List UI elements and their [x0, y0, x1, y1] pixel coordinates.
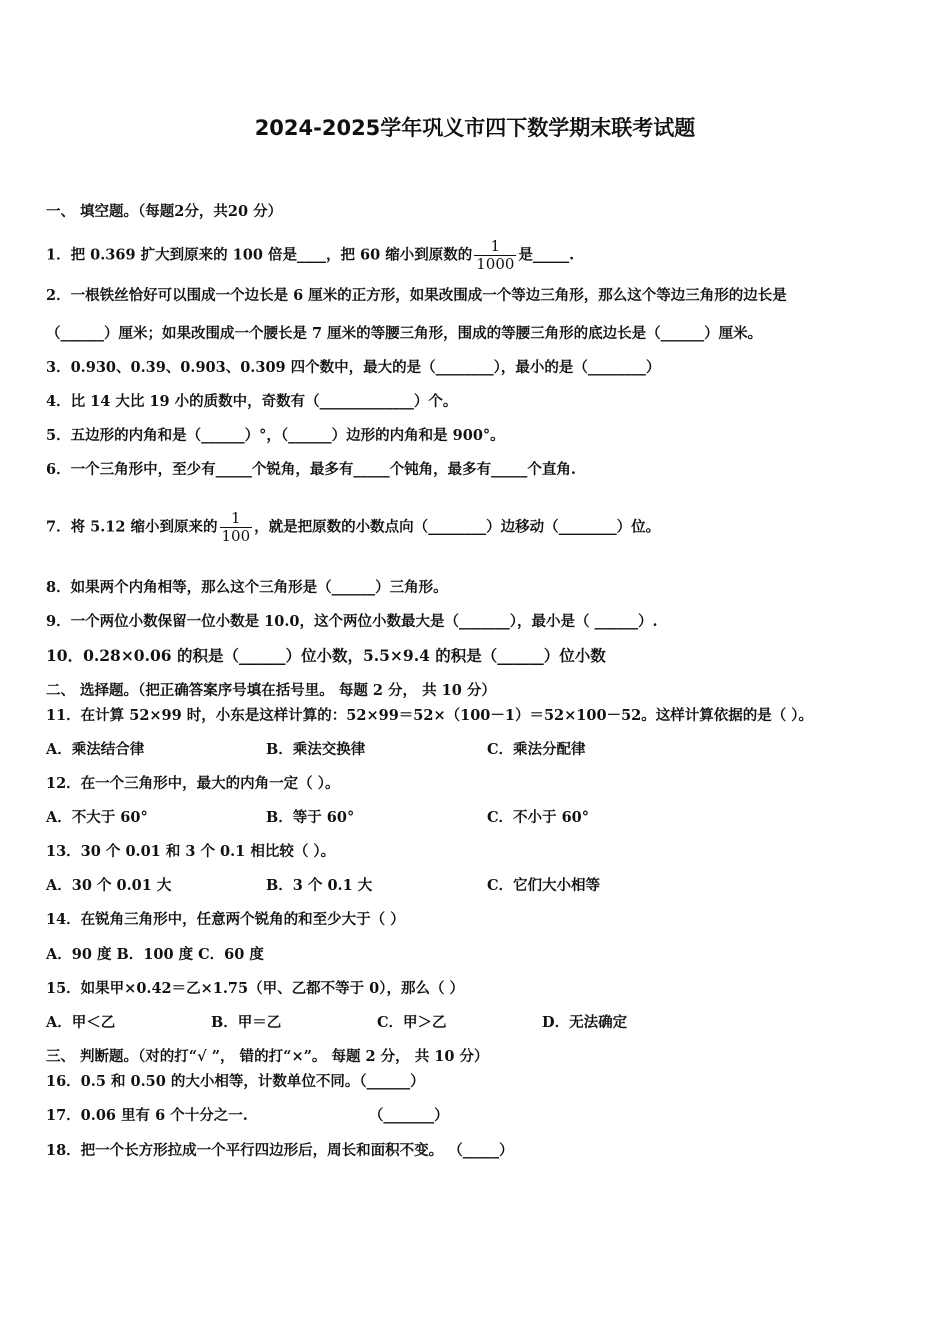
question-11-option-a: A．乘法结合律: [46, 741, 145, 758]
question-17: 17．0.06 里有 6 个十分之一. （_______）: [46, 1107, 449, 1124]
question-18: 18．把一个长方形拉成一个平行四边形后，周长和面积不变。 （_____）: [46, 1142, 514, 1159]
question-15-option-c: C．甲＞乙: [377, 1014, 447, 1031]
section-1-header: 一、 填空题。（每题2分，共20 分）: [46, 203, 283, 220]
question-13-stem: 13．30 个 0.01 和 3 个 0.1 相比较（ ）。: [46, 843, 336, 860]
question-11-stem: 11．在计算 52×99 时，小东是这样计算的：52×99＝52×（100－1）＝52×100－52。这样计算依据的是（ ）。: [46, 707, 814, 724]
fraction-numerator: 1: [490, 237, 501, 255]
fraction-denominator: 1000: [476, 255, 515, 273]
question-11-option-c: C．乘法分配律: [487, 741, 586, 758]
question-7: [46, 510, 660, 545]
question-11-option-b: B．乘法交换律: [266, 741, 366, 758]
question-12-option-a: A．不大于 60°: [46, 809, 148, 826]
question-1-part-b: 是_____.: [518, 246, 575, 264]
question-5: 5．五边形的内角和是（______）°，（______）边形的内角和是 900°。: [46, 427, 505, 444]
fraction-numerator: 1: [231, 509, 241, 527]
fraction-denominator: 100: [221, 527, 251, 545]
page-title: 2024-2025学年巩义市四下数学期末联考试题: [254, 116, 696, 140]
question-3: 3．0.930、0.39、0.903、0.309 四个数中，最大的是（________），最小的是（________）: [46, 359, 661, 376]
question-12-stem: 12．在一个三角形中，最大的内角一定（ ）。: [46, 775, 340, 792]
question-14-stem: 14．在锐角三角形中，任意两个锐角的和至少大于（ ）: [46, 911, 405, 928]
question-14-options: A．90 度 B．100 度 C．60 度: [46, 946, 264, 963]
question-6: 6．一个三角形中，至少有_____个锐角，最多有_____个钝角，最多有_____个直角.: [46, 461, 576, 478]
question-13-option-b: B．3 个 0.1 大: [266, 877, 373, 894]
question-10: 10．0.28×0.06 的积是（______）位小数，5.5×9.4 的积是（______）位小数: [46, 646, 606, 665]
question-4: 4．比 14 大比 19 小的质数中，奇数有（_____________）个。: [46, 393, 458, 410]
fraction-1-1000: [474, 238, 516, 273]
question-1: [46, 238, 574, 273]
question-9: 9．一个两位小数保留一位小数是 10.0，这个两位小数最大是（_______），最小是（ ______）.: [46, 613, 658, 630]
question-15-option-d: D．无法确定: [542, 1014, 628, 1031]
question-15-option-b: B．甲＝乙: [211, 1014, 282, 1031]
question-12-option-c: C．不小于 60°: [487, 809, 590, 826]
question-2-line-2: （______）厘米；如果改围成一个腰长是 7 厘米的等腰三角形，围成的等腰三角形的底边长是（______）厘米。: [46, 325, 763, 342]
question-13-option-a: A．30 个 0.01 大: [46, 877, 172, 894]
section-3-header: 三、 判断题。（对的打“√ ”， 错的打“×”。 每题 2 分， 共 10 分）: [46, 1048, 489, 1065]
question-7-part-a: 7．将 5.12 缩小到原来的: [46, 518, 218, 536]
question-16: 16．0.5 和 0.50 的大小相等，计数单位不同。（______）: [46, 1073, 425, 1090]
question-8: 8．如果两个内角相等，那么这个三角形是（______）三角形。: [46, 579, 448, 596]
question-15-stem: 15．如果甲×0.42＝乙×1.75（甲、乙都不等于 0），那么（ ）: [46, 980, 465, 997]
question-15-option-a: A．甲＜乙: [46, 1014, 116, 1031]
question-13-option-c: C．它们大小相等: [487, 877, 601, 894]
fraction-1-100: [220, 510, 253, 545]
section-2-header: 二、 选择题。（把正确答案序号填在括号里。 每题 2 分， 共 10 分）: [46, 682, 496, 699]
question-12-option-b: B．等于 60°: [266, 809, 355, 826]
question-7-part-b: ，就是把原数的小数点向（________）边移动（________）位。: [254, 518, 661, 536]
question-1-part-a: 1．把 0.369 扩大到原来的 100 倍是____，把 60 缩小到原数的: [46, 246, 473, 264]
question-2-line-1: 2．一根铁丝恰好可以围成一个边长是 6 厘米的正方形，如果改围成一个等边三角形，那么这个等边三角形的边长是: [46, 287, 787, 304]
